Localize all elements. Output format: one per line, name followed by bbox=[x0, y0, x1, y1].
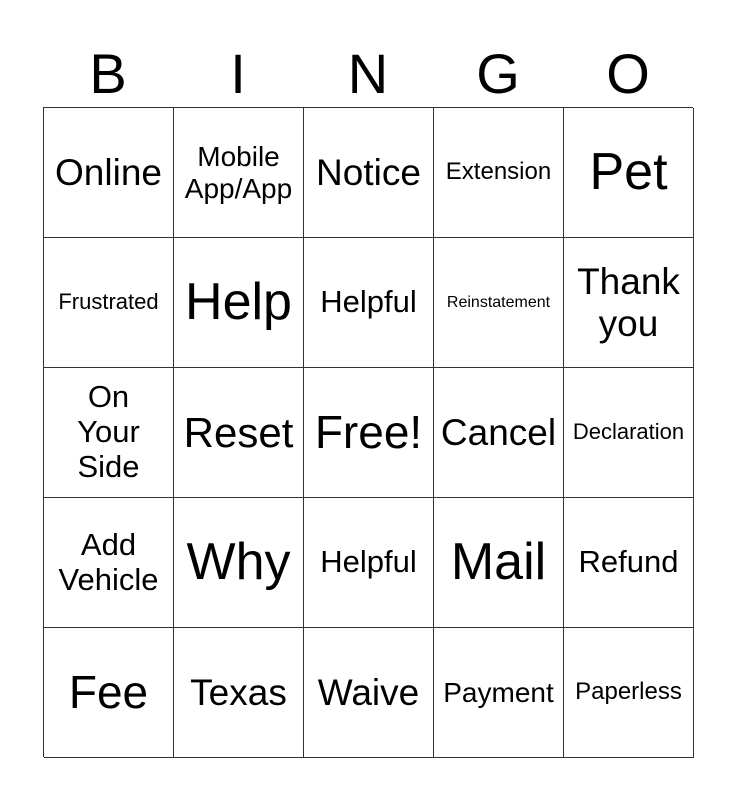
bingo-cell[interactable] bbox=[434, 628, 564, 758]
cell-label: Mail bbox=[450, 533, 547, 592]
bingo-cell[interactable] bbox=[564, 498, 694, 628]
bingo-cell[interactable] bbox=[434, 238, 564, 368]
bingo-board bbox=[43, 107, 693, 757]
bingo-cell[interactable] bbox=[174, 238, 304, 368]
cell-label: Texas bbox=[190, 671, 287, 713]
header-letter-i: I bbox=[230, 42, 246, 105]
header-letter-g: G bbox=[476, 42, 520, 105]
bingo-cell[interactable] bbox=[174, 108, 304, 238]
header-letter-b: B bbox=[89, 42, 127, 105]
bingo-cell[interactable] bbox=[564, 368, 694, 498]
bingo-cell[interactable] bbox=[174, 628, 304, 758]
bingo-cell[interactable] bbox=[44, 108, 174, 238]
cell-label: Extension bbox=[445, 158, 552, 186]
cell-label: Free! bbox=[314, 405, 423, 458]
cell-label: Helpful bbox=[320, 544, 417, 580]
cell-label: Help bbox=[185, 273, 292, 332]
bingo-cell[interactable] bbox=[564, 238, 694, 368]
bingo-cell[interactable] bbox=[564, 628, 694, 758]
cell-label: Fee bbox=[68, 665, 149, 718]
cell-label: Helpful bbox=[320, 284, 417, 320]
bingo-cell[interactable] bbox=[44, 368, 174, 498]
cell-label: Add Vehicle bbox=[58, 526, 159, 597]
cell-label: Notice bbox=[316, 151, 421, 193]
cell-label: Declaration bbox=[572, 419, 685, 445]
cell-label: Why bbox=[186, 533, 291, 592]
cell-label: On Your Side bbox=[77, 379, 140, 484]
cell-label: Pet bbox=[589, 143, 668, 202]
bingo-cell[interactable] bbox=[564, 108, 694, 238]
cell-label: Payment bbox=[443, 676, 554, 708]
cell-label: Mobile App/App bbox=[184, 141, 293, 204]
bingo-cell[interactable] bbox=[434, 368, 564, 498]
bingo-cell[interactable] bbox=[44, 628, 174, 758]
bingo-header bbox=[43, 40, 693, 108]
cell-label: Refund bbox=[578, 544, 679, 580]
bingo-cell[interactable] bbox=[174, 498, 304, 628]
cell-label: Online bbox=[55, 151, 162, 193]
header-letter-n: N bbox=[347, 42, 389, 105]
cell-label: Waive bbox=[317, 671, 420, 713]
bingo-cell[interactable] bbox=[304, 238, 434, 368]
bingo-cell[interactable] bbox=[44, 498, 174, 628]
bingo-cell[interactable] bbox=[434, 498, 564, 628]
cell-label: Reinstatement bbox=[446, 293, 551, 311]
cell-label: Thank you bbox=[577, 261, 680, 344]
cell-label: Reset bbox=[183, 408, 294, 456]
header-letter-o: O bbox=[606, 42, 650, 105]
bingo-cell[interactable] bbox=[44, 238, 174, 368]
bingo-cell[interactable] bbox=[304, 368, 434, 498]
bingo-cell[interactable] bbox=[304, 498, 434, 628]
cell-label: Frustrated bbox=[58, 289, 159, 315]
bingo-cell[interactable] bbox=[304, 628, 434, 758]
cell-label: Cancel bbox=[440, 411, 557, 453]
bingo-cell[interactable] bbox=[304, 108, 434, 238]
bingo-cell[interactable] bbox=[174, 368, 304, 498]
cell-label: Paperless bbox=[575, 678, 682, 706]
bingo-cell[interactable] bbox=[434, 108, 564, 238]
